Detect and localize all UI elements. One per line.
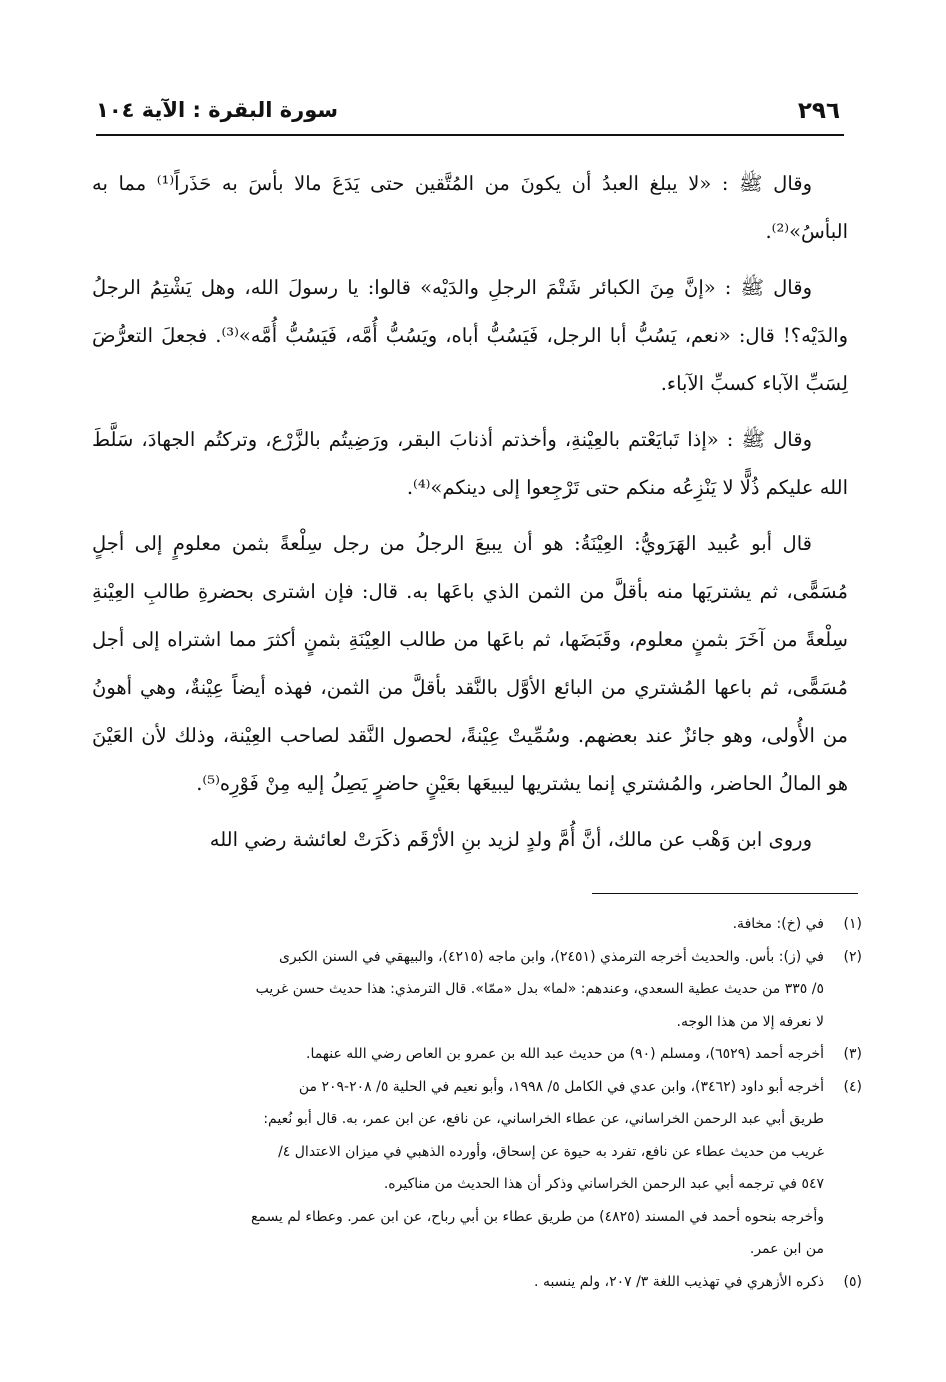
footnote-number: (١) [843, 916, 862, 932]
paragraph: وقال ﷺ : «إنَّ مِنَ الكبائر شَتْمَ الرجلِ والدَيْه» قالوا: يا رسولَ الله، وهل يَشْتِمُ الرجلُ والدَيْه؟! قال: «نعم، يَسُبُّ أبا الرجل، فَيَسُبُّ أباه، ويَسُبُّ أُمَّه، فَيَسُبُّ أُمَّه»⁽³⁾. فجعلَ التعرُّضَ لِسَبِّ الآباء كسبِّ الآباء. [92, 276, 848, 395]
footnote-line: في (خ): مخافة. [732, 916, 824, 932]
footnote-line: من ابن عمر. [749, 1241, 824, 1257]
main-text [92, 160, 848, 872]
page-header [96, 92, 846, 132]
footnote [92, 1266, 862, 1299]
footnote [92, 908, 862, 941]
footnote-line: ذكره الأزهري في تهذيب اللغة ٣/ ٢٠٧، ولم ينسبه . [534, 1273, 824, 1290]
footnote-number: (٢) [843, 948, 862, 965]
footnote-line: أخرجه أحمد (٦٥٢٩)، ومسلم (٩٠) من حديث عبد الله بن عمرو بن العاص رضي الله عنهما. [306, 1046, 824, 1062]
footnote-divider [592, 893, 858, 894]
header-divider [96, 134, 844, 136]
surah-title: سورة البقرة : الآية ١٠٤ [96, 98, 339, 122]
footnote [92, 1071, 862, 1266]
footnote-number: (٣) [843, 1046, 862, 1062]
footnote-line: في (ز): بأس. والحديث أخرجه الترمذي (٢٤٥١)، وابن ماجه (٤٢١٥)، والبيهقي في السنن الكبرى [278, 948, 824, 965]
page-number: ٢٩٦ [797, 98, 840, 124]
paragraph: وقال ﷺ : «لا يبلغ العبدُ أن يكونَ من المُتَّقين حتى يَدَعَ مالا بأسَ به حَذَراً⁽¹⁾ مما به البأسُ»⁽²⁾. [92, 172, 848, 243]
footnote-line: ٥٤٧ في ترجمه أبي عبد الرحمن الخراساني وذكر أن هذا الحديث من مناكيره. [383, 1176, 824, 1192]
footnote [92, 941, 862, 1039]
footnotes [92, 908, 862, 1298]
footnote-line: ٥/ ٣٣٥ من حديث عطية السعدي، وعندهم: «لما» بدل «ممّا». قال الترمذي: هذا حديث حسن غريب [255, 981, 824, 997]
footnote [92, 1038, 862, 1071]
footnote-line: لا نعرفه إلا من هذا الوجه. [676, 1013, 824, 1030]
footnote-number: (٤) [843, 1078, 862, 1095]
paragraph: وقال ﷺ : «إذا تَبايَعْتم بالعِيْنةِ، وأخذتم أذنابَ البقر، ورَضِيتُم بالزَّرْع، وتركتُم الجهادَ، سَلَّطَ الله عليكم ذُلًّا لا يَنْزِعُه منكم حتى تَرْجِعوا إلى دينكم»⁽⁴⁾. [92, 428, 848, 499]
footnote-line: غريب من حديث عطاء عن نافع، تفرد به حيوة عن إسحاق، وأورده الذهبي في ميزان الاعتدال ٤/ [278, 1143, 824, 1160]
footnote-line: طريق أبي عبد الرحمن الخراساني، عن عطاء الخراساني، عن نافع، عن ابن عمر، به. قال أبو نُعيم: [263, 1111, 824, 1127]
footnote-line: وأخرجه بنحوه أحمد في المسند (٤٨٢٥) من طريق عطاء بن أبي رباح، عن ابن عمر. وعطاء لم يسمع [250, 1208, 824, 1225]
paragraph: وروى ابن وَهْب عن مالك، أنَّ أُمَّ ولدٍ لزيد بنِ الأرْقَم ذكَرَتْ لعائشة رضي الله [209, 828, 812, 851]
footnote-line: أخرجه أبو داود (٣٤٦٢)، وابن عدي في الكامل ٥/ ١٩٩٨، وأبو نعيم في الحلية ٥/ ٢٠٨-٢٠٩ من [298, 1078, 824, 1095]
footnote-number: (٥) [843, 1273, 862, 1290]
paragraph: قال أبو عُبيد الهَرَويُّ: العِيْنَةُ: هو أن يبيعَ الرجلُ من رجل سِلْعةً بثمن معلومٍ إلى أجلٍ مُسَمًّى، ثم يشتريَها منه بأقلَّ من الثمن الذي باعَها به. قال: فإن اشترى بحضرةِ طالبِ العِيْنةِ سِلْعةً من آخَرَ بثمنٍ معلوم، وقَبَضَها، ثم باعَها من طالب العِيْنَةِ بثمنٍ أكثرَ مما اشتراه إلى أجل مُسَمًّى، ثم باعها المُشتري من البائع الأوَّل بالنَّقد بأقلَّ من الثمن، فهذه أيضاً عِيْنةٌ، وهي أهونُ من الأُولى، وهو جائزٌ عند بعضهم. وسُمِّيتْ عِيْنةً، لحصول النَّقد لصاحب العِيْنة، وذلك لأن العَيْنَ هو المالُ الحاضر، والمُشتري إنما يشتريها ليبيعَها بعَيْنٍ حاضرٍ يَصِلُ إليه مِنْ فَوْرِه⁽⁵⁾. [92, 532, 848, 795]
